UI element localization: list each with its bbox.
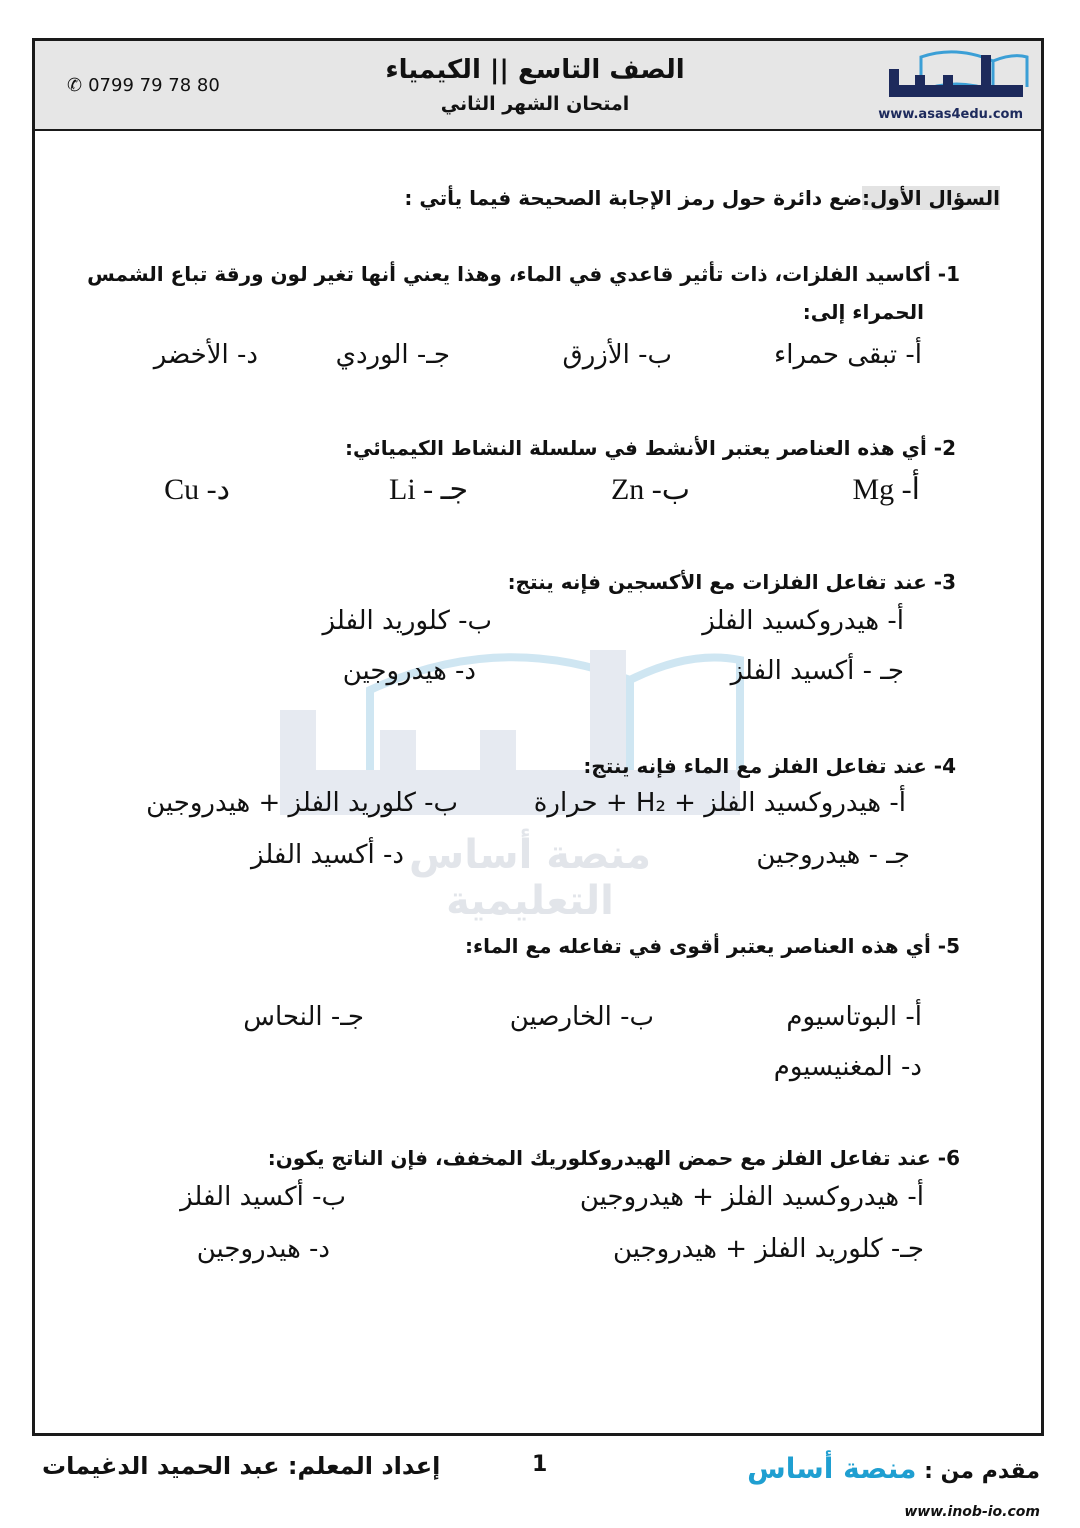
item-2-stem: 2- أي هذه العناصر يعتبر الأنشط في سلسلة النشاط الكيميائي: bbox=[345, 436, 956, 460]
footer-site-url[interactable]: www.inob-io.com bbox=[904, 1504, 1040, 1520]
item-6-option-c[interactable]: جـ- كلوريد الفلز + هيدروجين bbox=[612, 1234, 924, 1264]
exam-title: الصف التاسع || الكيمياء bbox=[385, 55, 685, 85]
item-3-option-a[interactable]: أ- هيدروكسيد الفلز bbox=[702, 606, 904, 636]
item-5-option-a[interactable]: أ- البوتاسيوم bbox=[786, 1002, 922, 1032]
item-6-option-b[interactable]: ب- أكسيد الفلز bbox=[180, 1182, 346, 1212]
item-2-option-d[interactable]: د- Cu bbox=[164, 473, 230, 506]
item-3-option-b[interactable]: ب- كلوريد الفلز bbox=[322, 606, 492, 636]
asas-logo bbox=[878, 47, 1031, 125]
item-2-option-a[interactable]: أ- Mg bbox=[852, 473, 920, 506]
footer-presented-by bbox=[747, 1452, 1040, 1485]
exam-subtitle: امتحان الشهر الثاني bbox=[440, 93, 630, 115]
item-4-option-c[interactable]: جـ - هيدروجين bbox=[756, 840, 910, 870]
item-3-option-c[interactable]: جـ - أكسيد الفلز bbox=[730, 656, 904, 686]
page-number: 1 bbox=[532, 1452, 548, 1477]
watermark-caption: منصة أساس التعليمية bbox=[409, 832, 651, 924]
item-4-option-a[interactable]: أ- هيدروكسيد الفلز + H₂ + حرارة bbox=[533, 788, 906, 818]
item-5-stem: 5- أي هذه العناصر يعتبر أقوى في تفاعله مع الماء: bbox=[464, 934, 960, 958]
phone-contact bbox=[67, 75, 220, 96]
prepared-by: إعداد المعلم: عبد الحميد الدغيمات bbox=[42, 1452, 441, 1480]
logo-url[interactable]: www.asas4edu.com bbox=[878, 107, 1023, 122]
phone-icon: ✆ bbox=[67, 75, 83, 96]
item-1-option-a[interactable]: أ- تبقى حمراء bbox=[774, 340, 922, 370]
item-6-stem: 6- عند تفاعل الفلز مع حمض الهيدروكلوريك المخفف، فإن الناتج يكون: bbox=[267, 1146, 960, 1170]
item-5-option-b[interactable]: ب- الخارصين bbox=[509, 1002, 654, 1032]
brand-name[interactable]: منصة أساس bbox=[747, 1452, 917, 1485]
item-1-option-c[interactable]: جـ- الوردي bbox=[335, 340, 450, 370]
item-6-option-d[interactable]: د- هيدروجين bbox=[196, 1234, 330, 1264]
item-4-option-b[interactable]: ب- كلوريد الفلز + هيدروجين bbox=[146, 788, 458, 818]
item-2-option-b[interactable]: ب- Zn bbox=[610, 473, 690, 506]
item-1-option-d[interactable]: د- الأخضر bbox=[153, 340, 258, 370]
item-4-option-d[interactable]: د- أكسيد الفلز bbox=[250, 840, 404, 870]
item-3-stem: 3- عند تفاعل الفلزات مع الأكسجين فإنه ينتج: bbox=[507, 570, 956, 594]
item-4-stem: 4- عند تفاعل الفلز مع الماء فإنه ينتج: bbox=[583, 754, 956, 778]
item-1-stem: 1- أكاسيد الفلزات، ذات تأثير قاعدي في الماء، وهذا يعني أنها تغير لون ورقة تباع الشمس bbox=[87, 262, 960, 286]
item-1-option-b[interactable]: ب- الأزرق bbox=[562, 340, 672, 370]
item-5-option-c[interactable]: جـ- النحاس bbox=[243, 1002, 364, 1032]
question-instruction: ضع دائرة حول رمز الإجابة الصحيحة فيما يأتي : bbox=[404, 186, 863, 210]
item-1-stem-cont: الحمراء إلى: bbox=[802, 300, 924, 324]
header-bar bbox=[35, 41, 1041, 131]
item-6-option-a[interactable]: أ- هيدروكسيد الفلز + هيدروجين bbox=[579, 1182, 924, 1212]
question-label: السؤال الأول: bbox=[862, 186, 1000, 210]
question-heading bbox=[404, 186, 1000, 210]
presented-by-label: مقدم من : bbox=[924, 1459, 1040, 1484]
item-2-option-c[interactable]: جـ - Li bbox=[389, 473, 468, 506]
item-3-option-d[interactable]: د- هيدروجين bbox=[342, 656, 476, 686]
item-5-option-d[interactable]: د- المغنيسيوم bbox=[773, 1052, 922, 1082]
phone-number: 0799 79 78 80 bbox=[88, 75, 220, 96]
